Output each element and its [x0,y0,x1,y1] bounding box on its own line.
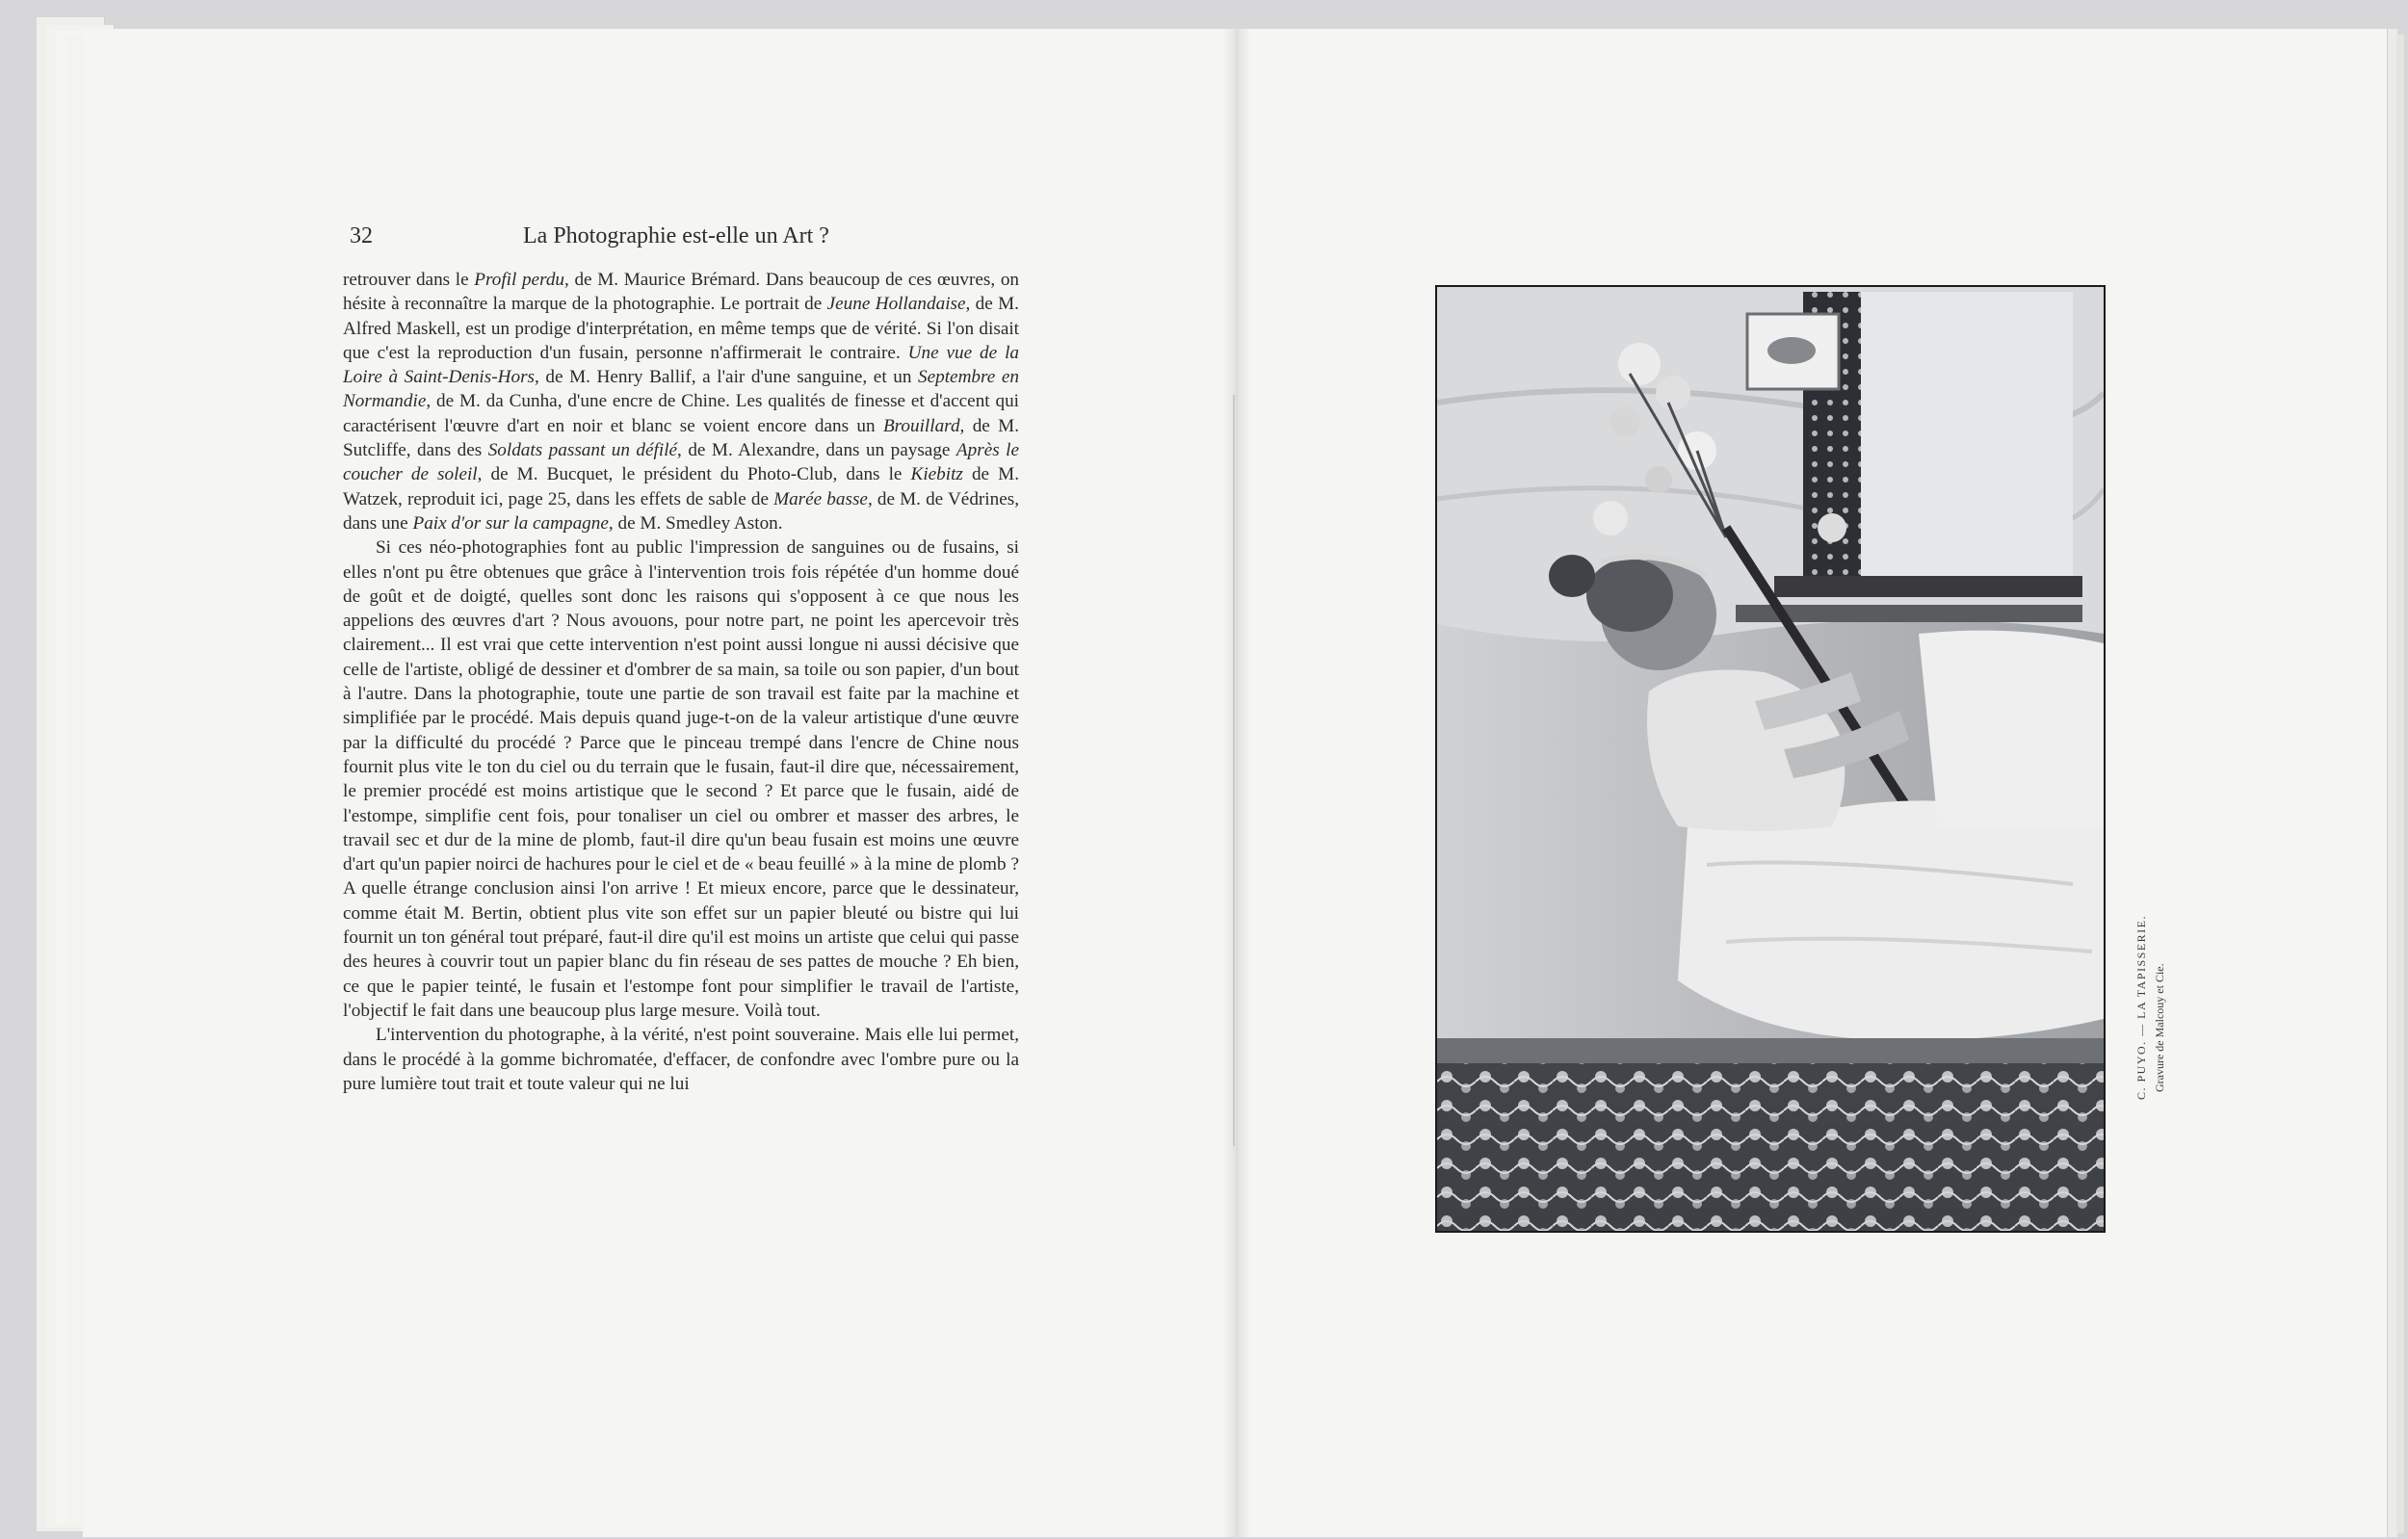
italic-title: Après le coucher de soleil [343,440,1019,485]
text-run: , de M. Maurice Brémard. Dans beaucoup de ces œuvres, on hésite à reconnaître la marque de la photographie. Le portrait de [343,270,1020,315]
italic-title: Septembre en Normandie [343,367,1019,412]
photo-illustration [1437,287,2104,1231]
running-title: La Photographie est-elle un Art ? [523,223,829,248]
photo-caption [2134,915,2167,1100]
italic-title: Brouillard [882,415,960,436]
text-run: retrouver dans le [343,270,475,290]
text-run: , de M. Alfred Maskell, est un prodige d'interprétation, en même temps que de vérité. Si l'on disait que c'est la reproduction d'un fusain, personne n'affirmerait le contraire. [343,294,1019,363]
binding-thread [1233,395,1235,1146]
italic-title: Marée basse [773,488,868,509]
book-gutter [1223,29,1250,1537]
paragraph [343,268,1019,535]
italic-title: Paix d'or sur la campagne [412,512,609,534]
italic-title: Une vue de la Loire à Saint-Denis-Hors [343,342,1019,388]
text-run: Si ces néo-photographies font au public l'impression de sanguines ou de fusains, si elles n'ont pu être obtenues que grâce à l'intervention trois fois répétée d'un homme doué de goût et de doigté, quelles sont donc les raisons qui s'opposent à ce que nous les appelions des œuvres d'art ? Nous avouons, pour notre part, ne point les apercevoir très clairement... Il est vrai que cette intervention n'est point aussi longue ni aussi décisive que celle de l'artiste, obligé de dessiner et d'ombrer de sa main, sa toile ou son papier, d'un bout à l'autre. Dans la photographie, toute une partie de son travail est faite par la machine et simplifiée par le procédé. Mais depuis quand juge-t-on de la valeur artistique d'une œuvre par la difficulté du procédé ? Parce que le pinceau trempé dans l'encre de Chine nous fournit plus vite le ton du ciel ou du terrain que le fusain, faut-il dire que, nécessairement, le premier procédé est moins artistique que le second ? Et parce que le fusain, aidé de l'estompe, simplifie cent fois, pour tonaliser un ciel ou ombrer et masser des arbres, le travail sec et dur de la mine de plomb, faut-il dire qu'un beau fusain est moins une œuvre d'art qu'un papier noirci de hachures pour le ciel et de « beau feuillé » à la mine de plomb ? A quelle étrange conclusion ainsi l'on arrive ! Et mieux encore, parce que le dessinateur, comme était M. Bertin, obtient plus vite son effet sur un papier bleuté ou bistre qui lui fournit un ton général tout préparé, faut-il dire qu'il est moins un artiste que celui qui passe des heures à couvrir tout un papier blanc du fin réseau de ses pattes de mouche ? Eh bien, ce que le papier teinté, le fusain et l'estompe font pour simplifier le travail de l'artiste, l'objectif le fait dans une beaucoup plus large mesure. Voilà tout. [343,537,1019,1021]
italic-title: Soldats passant un défilé [487,440,678,461]
italic-title: Profil perdu [474,270,565,290]
text-run: , de M. Henry Ballif, a l'air d'une sanguine, et un [535,367,919,388]
text-run: , de M. Smedley Aston. [608,512,783,534]
text-run: de M. Watzek, reproduit ici, page 25, dans les effets de sable de [343,464,1019,509]
text-run: L'intervention du photographe, à la vérité, n'est point souveraine. Mais elle lui permet, dans le procédé à la gomme bichromatée, d'effacer, de confondre avec l'ombre pure ou la pure lumière tout trait et toute valeur qui ne lui [343,1025,1019,1094]
paragraph [343,1023,1019,1096]
body-text [343,268,1019,1096]
caption-engraver: Gravure de Malcouy et Cie. [2153,963,2166,1092]
photo-plate [1435,285,2106,1233]
page-number: 32 [350,223,373,248]
text-run: , de M. da Cunha, d'une encre de Chine. Les qualités de finesse et d'accent qui caractérisent l'œuvre d'art en noir et blanc se voient encore dans un [343,391,1019,436]
running-head [350,222,1020,254]
italic-title: Jeune Hollandaise [826,294,966,315]
caption-title: C. PUYO. — LA TAPISSERIE. [2134,914,2148,1100]
text-run: , de M. Sutcliffe, dans des [343,415,1019,461]
italic-title: Kiebitz [910,464,963,485]
paragraph [343,535,1019,1023]
text-run: , de M. Alexandre, dans un paysage [677,440,956,461]
text-run: , de M. Bucquet, le président du Photo-Club, dans le [477,464,911,485]
text-run: , de M. de Védrines, dans une [343,488,1020,534]
page-edge-right [2396,35,2404,1533]
